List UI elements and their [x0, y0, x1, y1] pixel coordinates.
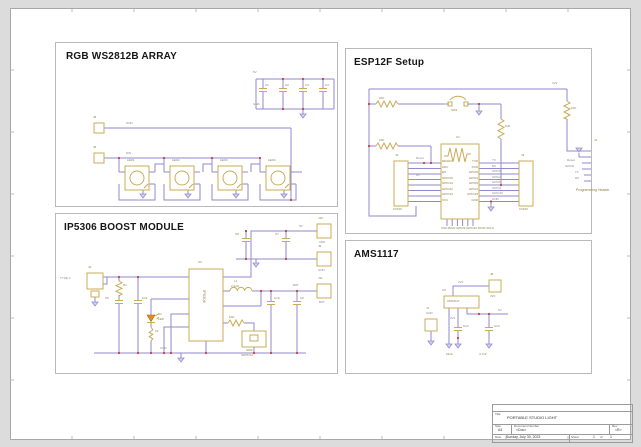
net-rx: RX [492, 163, 497, 168]
inductor-value: 2.2uH [231, 284, 240, 288]
section-ip5306-boost [55, 213, 338, 374]
net-label-5v: 5V [299, 224, 303, 228]
net-label-din-wire: DIN [126, 151, 132, 155]
u1-pin-gpio13: GPIO13 [442, 192, 453, 196]
size-value: A4 [498, 428, 503, 432]
title-block-divider [511, 424, 512, 434]
u1-pin-gpio16: GPIO16 [442, 175, 453, 180]
sheet-label: Sheet [571, 435, 579, 439]
u1-pin-gnd: GND [471, 197, 478, 202]
doc-number-value: <Doc> [516, 428, 527, 432]
cap-label-c12: C12 [463, 324, 469, 328]
u1-pin-vcc: VCC [442, 197, 449, 202]
title-block-divider [493, 411, 632, 412]
header-label-j1: J1 [594, 138, 598, 142]
net-label-5v: 5V [498, 308, 502, 312]
switch-label-sw2: SW2 [246, 348, 253, 352]
net-label-gnd: GND [160, 346, 167, 350]
cap-label-c1: C1 [265, 83, 269, 87]
size-label: Size [495, 424, 501, 428]
sheet-total: 1 [610, 435, 612, 439]
connector-net-gnd: GND [318, 268, 325, 272]
connector-label-j7: J7 [426, 306, 430, 310]
net-label-gnd-wire: GND [126, 121, 133, 125]
cap-label-c6: C6 [300, 296, 304, 300]
connector-label-j4: J4 [395, 153, 399, 157]
led-value: LED [158, 317, 164, 321]
u1-pin-txd: TXD [472, 159, 478, 163]
connector-value-j4: CONN [393, 207, 402, 211]
connector-net-vdd: VDD [319, 240, 326, 244]
header-value: Programming Header [576, 188, 610, 192]
net-tx: TX [492, 158, 496, 162]
gnd-symbols [428, 341, 492, 348]
u1-pin-reset: RESET [442, 159, 453, 163]
u1-pin-rxd: RXD [471, 164, 478, 169]
doc-number-label: Document Number [514, 424, 540, 428]
junction-dots [457, 313, 490, 339]
document-title: PORTABLE STUDIO LIGHT [507, 415, 558, 420]
junction-dots [368, 103, 502, 203]
ip5306-canvas[interactable] [56, 214, 337, 373]
components [376, 96, 591, 219]
u1-pin-en: EN [442, 170, 447, 174]
cap-value-22uf: 22uF [446, 352, 453, 356]
rev-label: Rev [612, 424, 618, 428]
connector-label-j6: J6 [93, 145, 97, 149]
u1-pin-gpio5: GPIO5 [468, 170, 478, 174]
connector-value-j3: CONN [519, 207, 528, 211]
led-label-1: LED1 [127, 158, 135, 162]
section-title-rgb: RGB WS2812B ARRAY [66, 51, 178, 62]
connector-label-j10: J10 [318, 216, 323, 220]
section-title-ip5306: IP5306 BOOST MODULE [64, 222, 184, 233]
cap-label-c13: C13 [494, 324, 500, 328]
u1-pin-gpio0: GPIO0 [468, 181, 478, 185]
header-net-gpio0: GPIO0 [565, 164, 575, 168]
connector-label-j5: J5 [93, 115, 97, 119]
resistor-label-r-top: 10K [379, 96, 385, 100]
net-label-3v3: 3V3 [552, 81, 558, 85]
net-d1: D1 [416, 173, 420, 177]
u1-pin-adc: ADC [442, 164, 449, 169]
cap-label-c7: C7 [275, 232, 279, 236]
led-label-d1: D1 [158, 312, 162, 316]
section-title-esp: ESP12F Setup [354, 57, 425, 68]
connector-label-j9: J9 [318, 244, 322, 248]
ic-label-u1: U1 [456, 135, 460, 139]
title-block-divider [609, 424, 610, 434]
cap-label-c10: C10 [274, 296, 280, 300]
resistor-label-r-mid: 10K [379, 138, 385, 142]
net-gpio15: GPIO15 [492, 191, 503, 195]
u1-pin-gpio4: GPIO4 [468, 175, 478, 180]
resistor-label-r1: R1 [123, 283, 127, 287]
header-net-rx: RX [575, 176, 580, 180]
led-label-4: LED4 [268, 158, 276, 162]
title-block-divider [569, 434, 570, 442]
ic-value-ip5306: IP5306 [202, 290, 207, 303]
net-gpio5: GPIO5 [492, 169, 502, 173]
connector-label-j2: J2 [88, 265, 92, 269]
u1-pin-gpio15: GPIO15 [467, 192, 478, 196]
net-gnd-right: GND [492, 196, 499, 201]
led-label-2: LED2 [172, 158, 180, 162]
rgb-array-canvas[interactable] [56, 43, 337, 206]
cap-label-c2: C2 [285, 83, 289, 87]
ic-label-u3: U3 [442, 288, 446, 292]
u1-pin-gpio2: GPIO2 [468, 186, 478, 191]
u1-pin-gpio14: GPIO14 [442, 181, 453, 185]
section-esp12f-setup [345, 48, 610, 234]
title-label: Title [495, 412, 501, 416]
led-label-3: LED3 [220, 158, 228, 162]
u1-bottom-pins: CS0 MISO GPIO9 GPIO10 MOSI SCLK [441, 226, 495, 230]
switch-label-sw1: SW1 [451, 108, 458, 112]
resistor-label-1k: 1K [155, 329, 159, 333]
sheet-page: 1 [593, 435, 595, 439]
u1-pin-gpio12: GPIO12 [442, 186, 453, 191]
net-label-gnd: GND [253, 102, 260, 106]
wires [104, 79, 334, 200]
cap-label-c8: C8 [235, 232, 239, 236]
connector-net-bat: BAT [319, 300, 325, 304]
net-gpio0: GPIO0 [492, 180, 502, 184]
net-reset: Reset [416, 156, 424, 160]
resistor-label-r-right: 10K [571, 106, 577, 110]
rev-value: <R> [615, 428, 622, 432]
section-rgb-ws2812b-array [55, 42, 338, 207]
section-ams1117 [345, 240, 592, 374]
resistor-label-key: 10K [229, 315, 235, 319]
typec-label: TYPE C [60, 276, 71, 280]
cap-label-c4: C4 [325, 83, 329, 87]
ams1117-canvas[interactable] [346, 241, 591, 373]
wires [369, 89, 591, 226]
connector-label-j3: J3 [521, 153, 525, 157]
date-label: Date [495, 435, 502, 439]
header-net-tx: TX [575, 170, 579, 174]
net-label-5v: 5V [253, 70, 257, 74]
connector-label-j11: J11 [318, 276, 323, 280]
section-title-ams: AMS1117 [354, 249, 399, 260]
resistor-label-r-pullup: 10K [505, 124, 511, 128]
title-block [492, 404, 633, 443]
wires [431, 286, 508, 344]
inductor-label-l1: L1 [234, 279, 238, 283]
header-net-reset: Reset [567, 158, 575, 162]
net-label-3v3-top: 3V3 [458, 280, 464, 284]
switch-value: SWITCH [241, 353, 253, 357]
cap-label-c5: C5 [105, 296, 109, 300]
ic-value-ams1117: AMS1117 [447, 299, 460, 303]
net-gpio4: GPIO4 [492, 174, 502, 179]
connector-net-3v3: 3V3 [490, 294, 496, 298]
connector-net-gnd: GND [426, 311, 433, 315]
net-gpio2: GPIO2 [492, 185, 502, 190]
gnd-symbols [140, 114, 306, 198]
gnd-symbols [92, 260, 259, 362]
cap-label-c3: C3 [305, 83, 309, 87]
cap-label-c11: C11 [142, 296, 148, 300]
net-label-3v3-mid: 3V3 [450, 316, 456, 320]
date-value: Sunday, July 30, 2023 [506, 435, 541, 439]
connector-label-j8: J8 [490, 272, 494, 276]
components [94, 89, 327, 191]
cap-value-4u7: 4.7uF [479, 352, 487, 356]
ic-label-u2: U2 [198, 260, 202, 264]
net-label-bat: BAT [293, 283, 299, 287]
sheet-of-label: of [600, 435, 603, 439]
